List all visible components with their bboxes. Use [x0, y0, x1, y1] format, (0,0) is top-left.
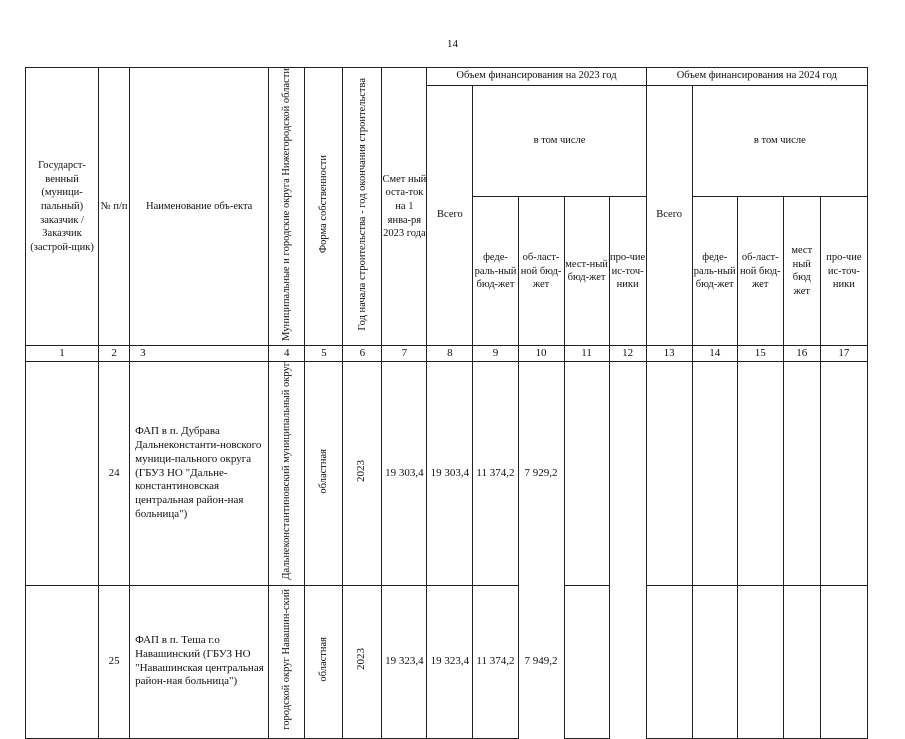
header-total-2023: Всего: [427, 86, 473, 346]
object-name: ФАП в п. Дубрава Дальнеконстанти-новского муници-пального округа (ГБУЗ НО "Дальне-константиновская центральная район-ная больница"): [130, 362, 269, 585]
column-number: 3: [130, 346, 269, 362]
other-2023-cell: [609, 585, 646, 738]
municipality-cell: городской округ Навашин-ский: [269, 585, 305, 738]
header-including-2024: в том числе: [692, 86, 867, 197]
header-municipality: Муниципальные и городские округа Нижегородской области: [269, 68, 305, 346]
column-number: 1: [26, 346, 99, 362]
column-number: 4: [269, 346, 305, 362]
regional-2024-cell: [737, 362, 783, 585]
object-name: ФАП в п. Теша г.о Навашинский (ГБУЗ НО "Навашинская центральная район-ная больница"): [130, 585, 269, 738]
regional-2023-cell: 7 949,2: [518, 585, 564, 738]
estimate-cell: 19 303,4: [382, 362, 427, 585]
header-customer: Государст-венный (муници-пальный) заказчик / Заказчик (застрой-щик): [26, 68, 99, 346]
estimate-cell: 19 323,4: [382, 585, 427, 738]
header-other-2024: про-чие ис-точ-ники: [820, 197, 867, 346]
customer-cell: [26, 585, 99, 738]
column-number: 12: [609, 346, 646, 362]
other-2023-cell: [609, 362, 646, 585]
column-number: 11: [564, 346, 609, 362]
regional-2023-cell: 7 929,2: [518, 362, 564, 585]
years-cell: 2023: [343, 585, 382, 738]
other-2024-cell: [820, 362, 867, 585]
federal-2024-cell: [692, 585, 737, 738]
column-number: 7: [382, 346, 427, 362]
header-years: Год начала строительства - год окончания строительства: [343, 68, 382, 346]
header-federal-2023: феде-раль-ный бюд-жет: [473, 197, 518, 346]
local-2024-cell: [783, 362, 820, 585]
column-number: 8: [427, 346, 473, 362]
column-number: 9: [473, 346, 518, 362]
column-number: 2: [99, 346, 130, 362]
total-2023-cell: 19 303,4: [427, 362, 473, 585]
customer-cell: [26, 362, 99, 585]
header-num: № п/п: [99, 68, 130, 346]
page-number: 14: [447, 38, 458, 50]
header-local-2024: мест ный бюд жет: [783, 197, 820, 346]
total-2023-cell: 19 323,4: [427, 585, 473, 738]
header-regional-2024: об-ласт-ной бюд-жет: [737, 197, 783, 346]
column-number: 5: [305, 346, 343, 362]
column-number: 14: [692, 346, 737, 362]
federal-2024-cell: [692, 362, 737, 585]
column-number: 10: [518, 346, 564, 362]
column-number: 17: [820, 346, 867, 362]
header-other-2023: про-чие ис-точ-ники: [609, 197, 646, 346]
ownership-cell: областная: [305, 362, 343, 585]
column-number: 13: [646, 346, 692, 362]
financing-table: [25, 67, 868, 739]
total-2024-cell: [646, 585, 692, 738]
local-2024-cell: [783, 585, 820, 738]
header-federal-2024: феде-раль-ный бюд-жет: [692, 197, 737, 346]
table-row: [26, 585, 868, 738]
other-2024-cell: [820, 585, 867, 738]
years-cell: 2023: [343, 362, 382, 585]
header-funding-2023: Объем финансирования на 2023 год: [427, 68, 646, 86]
header-funding-2024: Объем финансирования на 2024 год: [646, 68, 867, 86]
federal-2023-cell: 11 374,2: [473, 362, 518, 585]
total-2024-cell: [646, 362, 692, 585]
ownership-cell: областная: [305, 585, 343, 738]
row-number: 24: [99, 362, 130, 585]
header-total-2024: Всего: [646, 86, 692, 346]
header-ownership: Форма собственности: [305, 68, 343, 346]
header-local-2023: мест-ный бюд-жет: [564, 197, 609, 346]
column-number: 16: [783, 346, 820, 362]
table-row: [26, 362, 868, 585]
federal-2023-cell: 11 374,2: [473, 585, 518, 738]
row-number: 25: [99, 585, 130, 738]
municipality-cell: Дальнеконстантиновский муниципальный округ: [269, 362, 305, 585]
header-including-2023: в том числе: [473, 86, 646, 197]
local-2023-cell: [564, 362, 609, 585]
header-object-name: Наименование объ-екта: [130, 68, 269, 346]
local-2023-cell: [564, 585, 609, 738]
column-number: 6: [343, 346, 382, 362]
header-regional-2023: об-ласт-ной бюд-жет: [518, 197, 564, 346]
regional-2024-cell: [737, 585, 783, 738]
column-numbers-row: [26, 346, 868, 362]
column-number: 15: [737, 346, 783, 362]
header-estimate: Смет ный оста-ток на 1 янва-ря 2023 года: [382, 68, 427, 346]
